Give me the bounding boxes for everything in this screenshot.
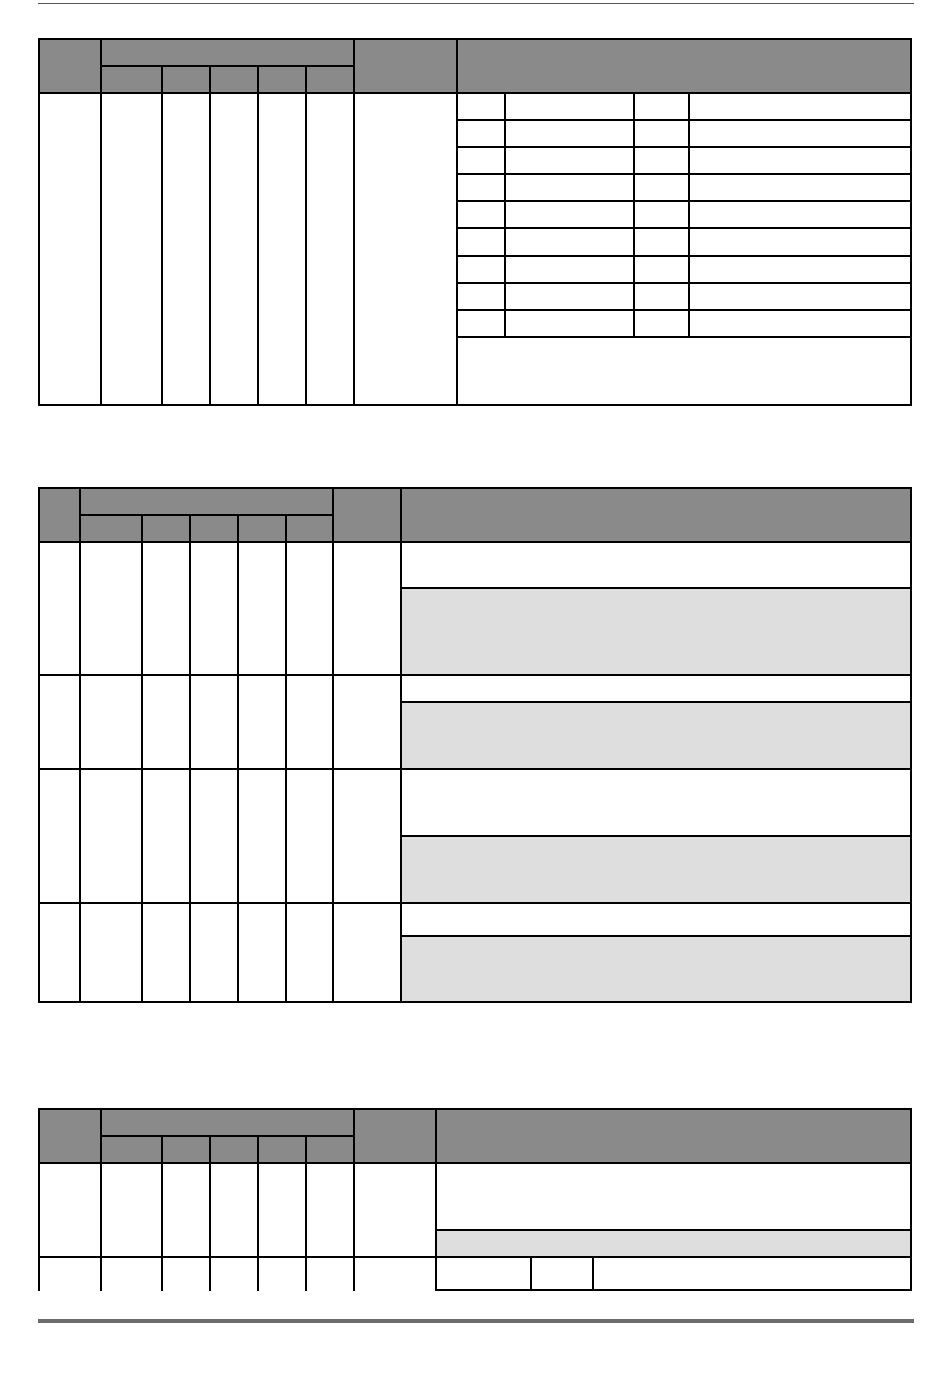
body-cell: [38, 541, 80, 675]
nested-cell: [435, 1256, 531, 1291]
nested-cell: [688, 200, 912, 228]
header-subcell: [209, 1135, 258, 1163]
table-1: [38, 38, 912, 406]
description-cell: [435, 1162, 912, 1230]
nested-cell: [504, 309, 634, 337]
header-cell: [400, 487, 912, 542]
nested-cell: [688, 173, 912, 201]
body-cell: [257, 1162, 306, 1257]
body-cell: [209, 1162, 258, 1257]
page-bottom-rule: [38, 1319, 914, 1323]
header-cell: [38, 1108, 101, 1163]
body-cell: [38, 92, 101, 406]
body-cell: [38, 902, 80, 1003]
body-cell: [305, 92, 354, 406]
nested-cell: [504, 255, 634, 283]
body-cell: [141, 541, 190, 675]
body-cell: [353, 1256, 436, 1291]
header-cell-group: [100, 38, 354, 66]
description-cell: [400, 902, 912, 936]
header-subcell: [285, 514, 333, 542]
body-cell: [189, 541, 238, 675]
header-subcell: [305, 1135, 354, 1163]
nested-cell: [456, 200, 505, 228]
header-cell: [456, 38, 912, 93]
nested-cell: [456, 282, 505, 310]
header-subcell: [305, 65, 354, 93]
body-cell: [189, 902, 238, 1003]
description-cell-shaded: [400, 835, 912, 903]
body-cell: [38, 1162, 101, 1257]
header-subcell: [161, 1135, 210, 1163]
table-3: [38, 1108, 912, 1291]
nested-cell: [633, 227, 689, 255]
body-cell: [209, 92, 258, 406]
description-cell-shaded: [435, 1229, 912, 1257]
header-cell: [353, 38, 457, 93]
nested-cell: [633, 92, 689, 120]
body-cell: [141, 674, 190, 769]
header-subcell: [141, 514, 190, 542]
body-cell: [237, 902, 286, 1003]
nested-cell: [456, 255, 505, 283]
body-cell: [332, 768, 401, 903]
header-cell-group: [100, 1108, 354, 1136]
nested-cell: [688, 282, 912, 310]
body-cell: [305, 1256, 354, 1291]
nested-cell: [456, 173, 505, 201]
description-cell-shaded: [400, 935, 912, 1003]
body-cell: [141, 902, 190, 1003]
nested-cell: [688, 92, 912, 120]
body-cell: [161, 1256, 210, 1291]
body-cell: [189, 768, 238, 903]
body-cell: [79, 902, 142, 1003]
body-cell: [38, 1256, 101, 1291]
body-cell: [332, 541, 401, 675]
nested-cell: [633, 173, 689, 201]
header-subcell: [189, 514, 238, 542]
header-cell: [332, 487, 401, 542]
nested-cell: [633, 119, 689, 147]
header-subcell: [209, 65, 258, 93]
body-cell: [100, 92, 162, 406]
body-cell: [353, 1162, 436, 1257]
header-cell-group: [79, 487, 333, 515]
body-cell: [237, 674, 286, 769]
nested-cell: [633, 255, 689, 283]
nested-cell: [688, 227, 912, 255]
nested-cell: [592, 1256, 912, 1291]
nested-cell: [456, 119, 505, 147]
body-cell: [285, 674, 333, 769]
body-cell: [79, 541, 142, 675]
nested-cell: [633, 146, 689, 174]
body-cell: [79, 768, 142, 903]
table-2: [38, 487, 912, 1003]
body-cell: [305, 1162, 354, 1257]
body-cell: [100, 1162, 162, 1257]
body-cell: [285, 541, 333, 675]
header-subcell: [237, 514, 286, 542]
nested-cell: [504, 282, 634, 310]
description-cell-shaded: [400, 701, 912, 769]
body-cell: [161, 92, 210, 406]
body-cell: [38, 674, 80, 769]
body-cell: [332, 674, 401, 769]
body-cell: [38, 768, 80, 903]
nested-cell: [688, 119, 912, 147]
body-cell: [189, 674, 238, 769]
nested-cell: [688, 146, 912, 174]
body-cell: [79, 674, 142, 769]
body-cell: [257, 92, 306, 406]
header-cell: [435, 1108, 912, 1163]
body-cell: [237, 541, 286, 675]
body-cell: [237, 768, 286, 903]
description-cell: [400, 768, 912, 836]
body-cell: [285, 768, 333, 903]
body-cell: [141, 768, 190, 903]
nested-cell: [504, 146, 634, 174]
nested-cell: [504, 227, 634, 255]
nested-cell: [456, 146, 505, 174]
description-cell: [400, 674, 912, 702]
header-subcell: [100, 1135, 162, 1163]
body-cell: [353, 92, 457, 406]
body-cell: [209, 1256, 258, 1291]
header-subcell: [257, 1135, 306, 1163]
nested-cell: [688, 255, 912, 283]
nested-cell: [688, 309, 912, 337]
nested-cell: [456, 92, 505, 120]
body-cell: [332, 902, 401, 1003]
nested-cell: [633, 282, 689, 310]
nested-cell: [633, 309, 689, 337]
nested-note-cell: [456, 336, 912, 406]
nested-cell: [633, 200, 689, 228]
nested-cell: [504, 200, 634, 228]
nested-cell: [456, 309, 505, 337]
header-cell: [353, 1108, 436, 1163]
page-top-rule: [38, 3, 914, 4]
body-cell: [100, 1256, 162, 1291]
body-cell: [285, 902, 333, 1003]
header-subcell: [161, 65, 210, 93]
description-cell: [400, 541, 912, 588]
nested-cell: [504, 92, 634, 120]
nested-cell: [504, 119, 634, 147]
body-cell: [161, 1162, 210, 1257]
nested-cell: [456, 227, 505, 255]
nested-cell: [530, 1256, 593, 1291]
header-cell: [38, 38, 101, 93]
header-subcell: [79, 514, 142, 542]
header-subcell: [100, 65, 162, 93]
nested-cell: [504, 173, 634, 201]
header-cell: [38, 487, 80, 542]
header-subcell: [257, 65, 306, 93]
body-cell: [257, 1256, 306, 1291]
description-cell-shaded: [400, 587, 912, 675]
